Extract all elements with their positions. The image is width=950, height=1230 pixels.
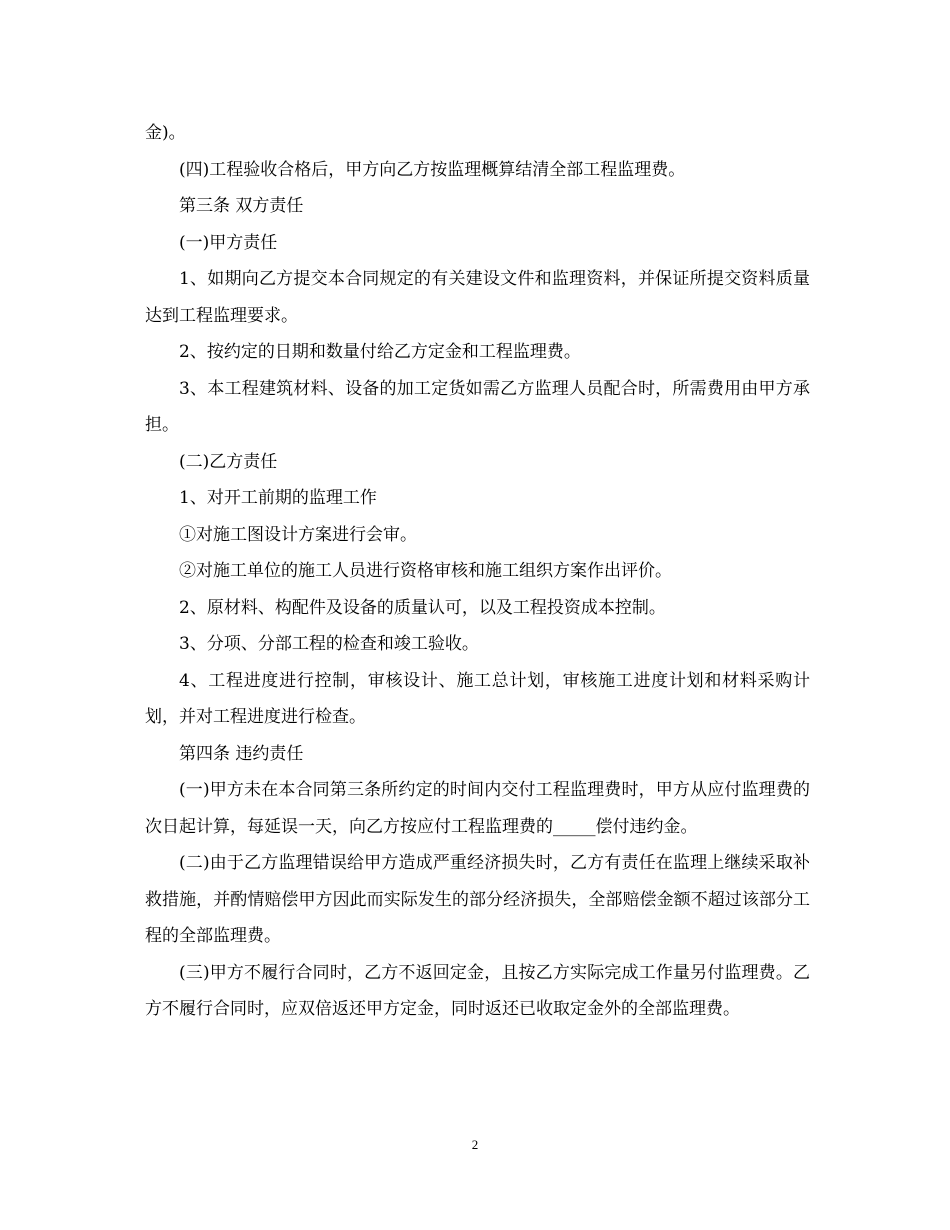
paragraph-7: 3、本工程建筑材料、设备的加工定货如需乙方监理人员配合时，所需费用由甲方承担。 bbox=[145, 378, 810, 435]
paragraph-9: 1、对开工前期的监理工作 bbox=[179, 488, 377, 508]
paragraph-16: (一)甲方未在本合同第三条所约定的时间内交付工程监理费时，甲方从应付监理费的次日起计算，每延误一天，向乙方按应付工程监理费的_____偿付违约金。 bbox=[145, 780, 810, 837]
paragraph-11: ②对施工单位的施工人员进行资格审核和施工组织方案作出评价。 bbox=[179, 561, 672, 581]
paragraph-18: (三)甲方不履行合同时，乙方不返回定金，且按乙方实际完成工作量另付监理费。乙方不履行合同时，应双倍返还甲方定金，同时返还已收取定金外的全部监理费。 bbox=[145, 962, 810, 1019]
subsection-heading-party-a: (一)甲方责任 bbox=[179, 232, 278, 253]
paragraph-14: 4、工程进度进行控制，审核设计、施工总计划，审核施工进度计划和材料采购计划，并对工程进度进行检查。 bbox=[145, 670, 810, 727]
paragraph-5: 1、如期向乙方提交本合同规定的有关建设文件和监理资料，并保证所提交资料质量达到工程监理要求。 bbox=[145, 269, 810, 326]
paragraph-1: 金)。 bbox=[145, 123, 186, 143]
section-heading-3: 第三条 双方责任 bbox=[179, 196, 304, 216]
paragraph-2: (四)工程验收合格后，甲方向乙方按监理概算结清全部工程监理费。 bbox=[179, 159, 686, 180]
paragraph-12: 2、原材料、构配件及设备的质量认可，以及工程投资成本控制。 bbox=[179, 597, 666, 618]
paragraph-13: 3、分项、分部工程的检查和竣工验收。 bbox=[179, 634, 479, 654]
paragraph-6: 2、按约定的日期和数量付给乙方定金和工程监理费。 bbox=[179, 342, 581, 362]
paragraph-17: (二)由于乙方监理错误给甲方造成严重经济损失时，乙方有责任在监理上继续采取补救措施，并酌情赔偿甲方因此而实际发生的部分经济损失，全部赔偿金额不超过该部分工程的全部监理费。 bbox=[145, 853, 810, 946]
subsection-heading-party-b: (二)乙方责任 bbox=[179, 451, 278, 472]
paragraph-10: ①对施工图设计方案进行会审。 bbox=[179, 524, 417, 545]
section-heading-4: 第四条 违约责任 bbox=[179, 743, 304, 764]
document-body bbox=[145, 115, 810, 1028]
page-number: 2 bbox=[471, 1137, 479, 1152]
